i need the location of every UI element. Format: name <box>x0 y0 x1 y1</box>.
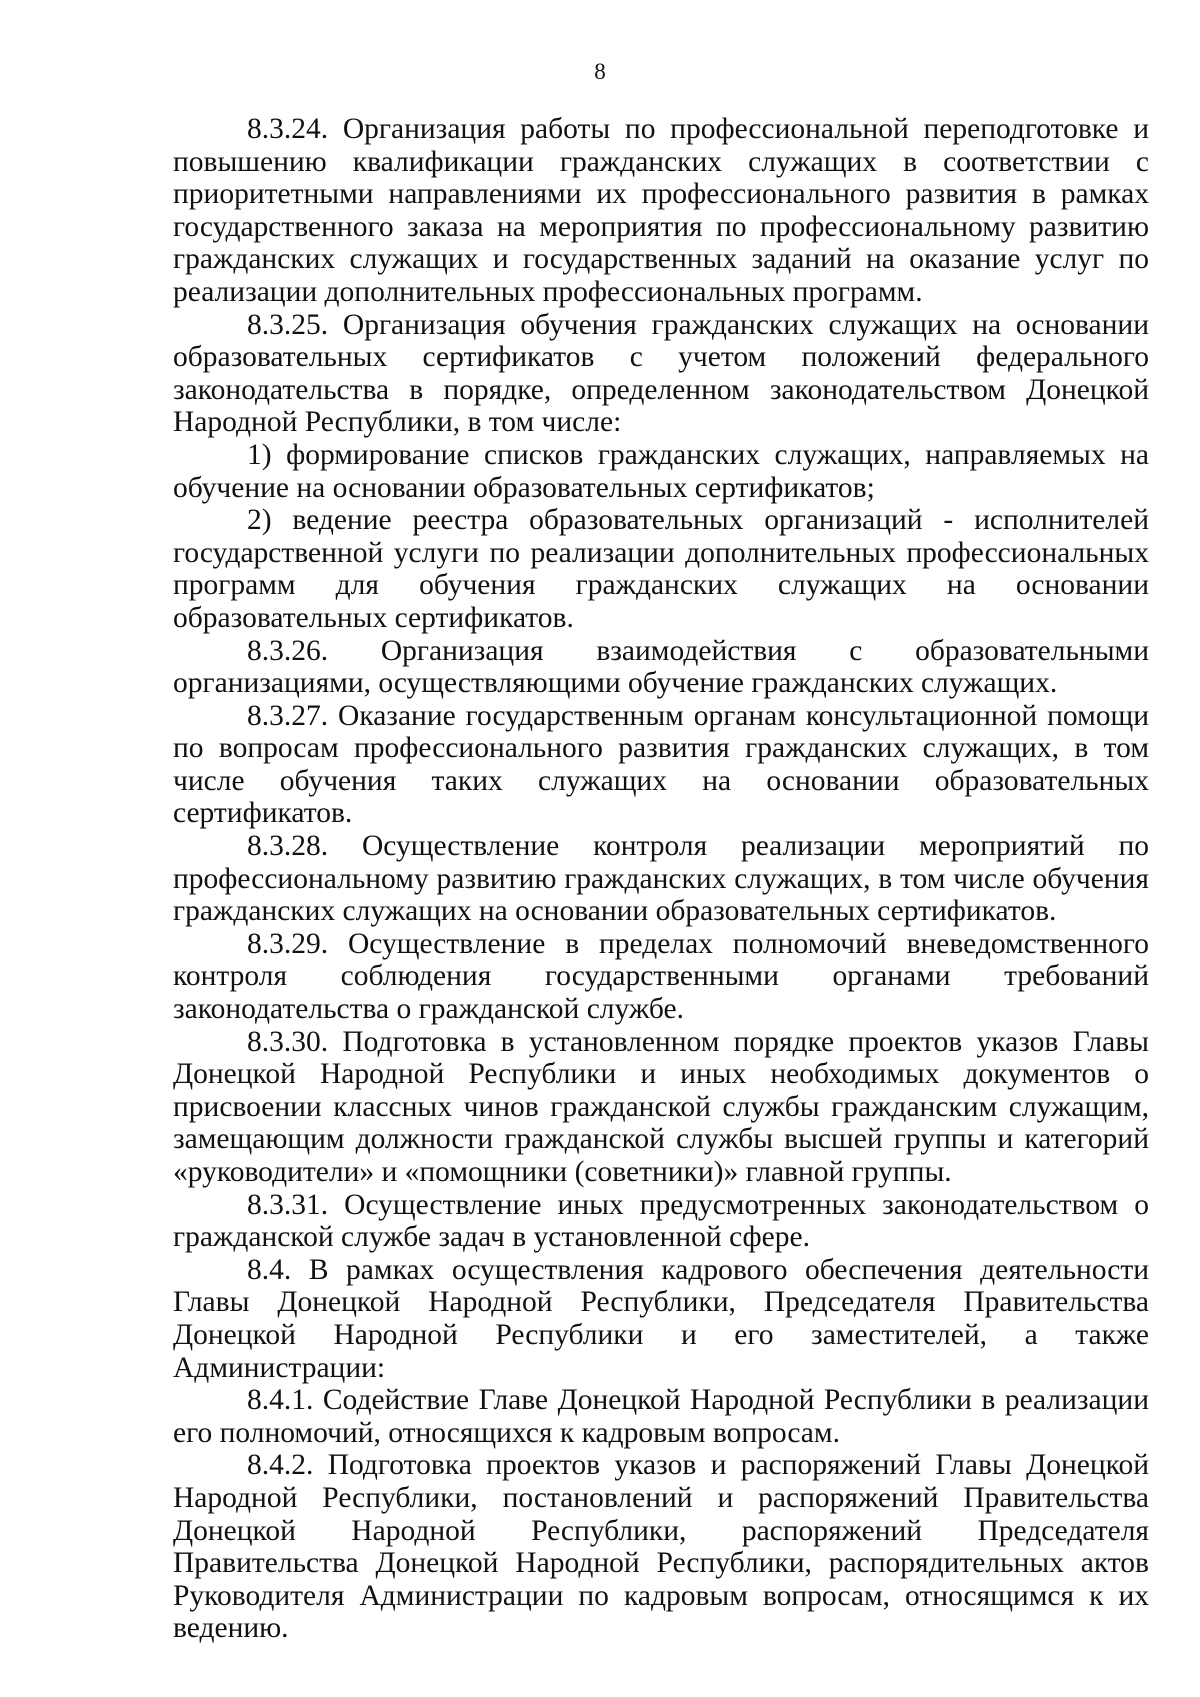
paragraph-8-3-27: 8.3.27. Оказание государственным органам консультационной помощи по вопросам профессионального развития гражданских служащих, в том числе обучения таких служащих на основании образовательных сертификатов. <box>173 699 1149 830</box>
paragraph-8-3-25: 8.3.25. Организация обучения гражданских служащих на основании образовательных сертификатов с учетом положений федерального законодательства в порядке, определенном законодательством Донецкой Народной Республики, в том числе: <box>173 308 1149 439</box>
paragraph-8-3-31: 8.3.31. Осуществление иных предусмотренных законодательством о гражданской службе задач в установленной сфере. <box>173 1188 1149 1254</box>
paragraph-8-3-26: 8.3.26. Организация взаимодействия с образовательными организациями, осуществляющими обучение гражданских служащих. <box>173 634 1149 700</box>
paragraph-8-4-1: 8.4.1. Содействие Главе Донецкой Народной Республики в реализации его полномочий, относящихся к кадровым вопросам. <box>173 1384 1149 1449</box>
paragraph-8-3-24: 8.3.24. Организация работы по профессиональной переподготовке и повышению квалификации гражданских служащих в соответствии с приоритетными направлениями их профессионального развития в рамках государственного заказа на мероприятия по профессиональному развитию гражданских служащих и государственных заданий на оказание услуг по реализации дополнительных профессиональных программ. <box>173 113 1149 308</box>
document-body <box>173 113 1149 1645</box>
paragraph-8-3-28: 8.3.28. Осуществление контроля реализации мероприятий по профессиональному развитию гражданских служащих, в том числе обучения гражданских служащих на основании образовательных сертификатов. <box>173 830 1149 928</box>
paragraph-8-3-29: 8.3.29. Осуществление в пределах полномочий вневедомственного контроля соблюдения государственными органами требований законодательства о гражданской службе. <box>173 927 1149 1026</box>
paragraph-8-3-30: 8.3.30. Подготовка в установленном порядке проектов указов Главы Донецкой Народной Республики и иных необходимых документов о присвоении классных чинов гражданской службы гражданским служащим, замещающим должности гражданской службы высшей группы и категорий «руководители» и «помощники (советники)» главной группы. <box>173 1025 1149 1188</box>
list-item-2: 2) ведение реестра образовательных организаций - исполнителей государственной услуги по реализации дополнительных профессиональных программ для обучения гражданских служащих на основании образовательных сертификатов. <box>173 504 1149 634</box>
paragraph-8-4-2: 8.4.2. Подготовка проектов указов и распоряжений Главы Донецкой Народной Республики, постановлений и распоряжений Правительства Донецкой Народной Республики, распоряжений Председателя Правительства Донецкой Народной Республики, распорядительных актов Руководителя Администрации по кадровым вопросам, относящимся к их ведению. <box>173 1449 1149 1645</box>
list-item-1: 1) формирование списков гражданских служащих, направляемых на обучение на основании образовательных сертификатов; <box>173 438 1149 504</box>
page-number: 8 <box>594 59 606 84</box>
paragraph-8-4: 8.4. В рамках осуществления кадрового обеспечения деятельности Главы Донецкой Народной Республики, Председателя Правительства Донецкой Народной Республики и его заместителей, а также Администрации: <box>173 1253 1149 1384</box>
